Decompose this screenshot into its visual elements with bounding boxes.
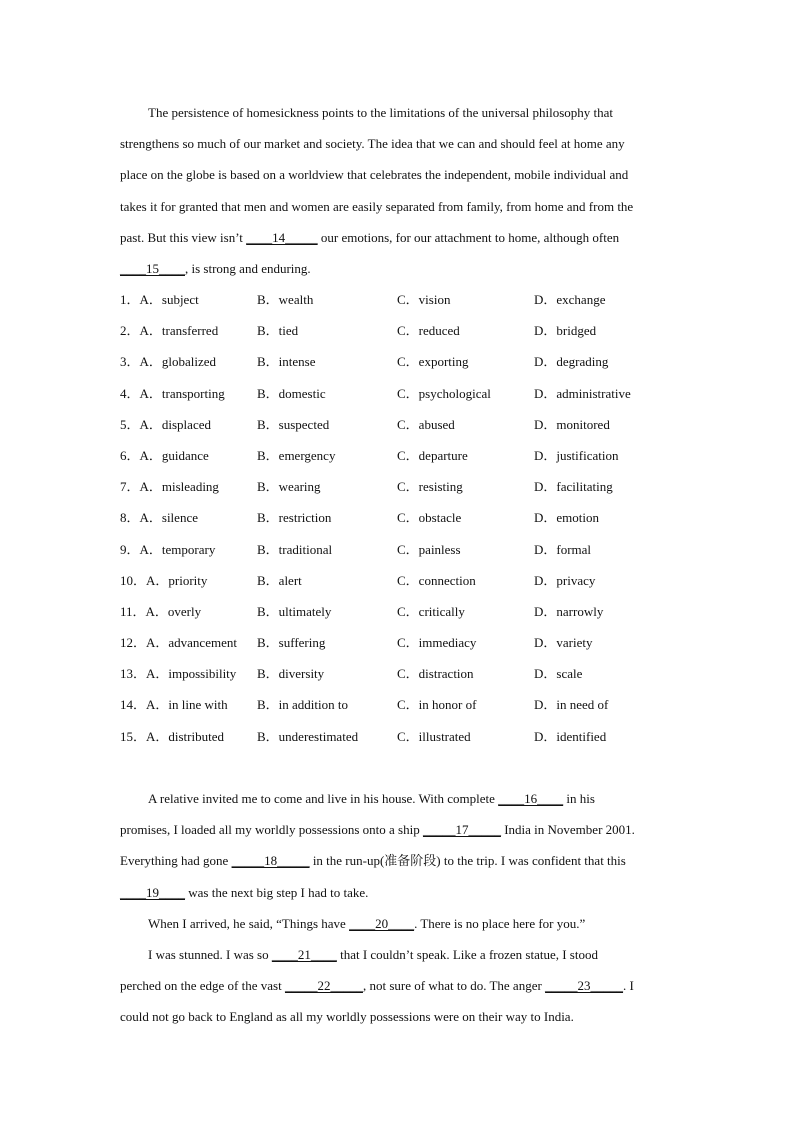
question-row — [120, 534, 680, 565]
answer-blank: ____15____ — [120, 260, 185, 276]
option-a-text: subject — [161, 292, 199, 307]
option-a — [120, 565, 207, 596]
passage-line — [120, 253, 680, 284]
option-d: D．privacy — [534, 572, 596, 588]
option-b: B．tied — [257, 323, 299, 339]
option-a-text: transporting — [161, 385, 225, 401]
passage-line — [120, 191, 680, 222]
option-b: B．in addition to — [257, 697, 349, 713]
passage-line — [120, 1001, 680, 1032]
option-a-text: misleading — [161, 479, 219, 495]
option-d: D．facilitating — [534, 479, 613, 495]
question-row — [120, 627, 680, 658]
answer-blank: _____23_____ — [545, 978, 624, 994]
option-c: C．reduced — [397, 323, 460, 339]
passage-text: , not sure of what to do. The anger — [362, 978, 546, 994]
option-d: D．emotion — [534, 510, 599, 526]
passage-text: was the next big step I had to take. — [185, 884, 369, 900]
option-b: B．wearing — [257, 479, 321, 495]
option-d: D．bridged — [534, 323, 597, 339]
passage-text: promises, I loaded all my worldly possessions onto a ship — [120, 822, 423, 838]
answer-blank: ____14_____ — [246, 229, 318, 245]
answer-blank: _____22_____ — [284, 978, 363, 994]
passage-line — [120, 877, 680, 908]
passage-text: I was stunned. I was so — [148, 946, 272, 962]
option-b: B．ultimately — [257, 603, 332, 619]
question-row — [120, 284, 680, 315]
question-row — [120, 502, 680, 533]
option-c: C．critically — [397, 603, 465, 619]
option-b: B．intense — [257, 354, 316, 370]
option-d: D．degrading — [534, 354, 609, 370]
option-a — [120, 721, 224, 752]
answer-blank: ____21____ — [271, 946, 337, 962]
option-a — [120, 471, 219, 502]
passage-one — [120, 97, 680, 284]
answer-blank: ____20____ — [349, 915, 415, 931]
question-row — [120, 471, 680, 502]
option-a — [120, 534, 215, 565]
passage-text: takes it for granted that men and women are easily separated from family, from home and from the — [120, 198, 634, 214]
option-d: D．narrowly — [534, 603, 604, 619]
option-a-text: temporary — [161, 541, 216, 557]
passage-text: , is strong and enduring. — [185, 260, 311, 276]
option-a — [120, 596, 201, 627]
question-row — [120, 658, 680, 689]
question-number: 13．A． — [120, 666, 169, 682]
question-row — [120, 346, 680, 377]
option-d: D．variety — [534, 635, 593, 651]
question-number: 3．A． — [120, 354, 162, 370]
question-row — [120, 440, 680, 471]
option-a — [120, 689, 228, 720]
option-a-text: silence — [161, 510, 198, 526]
passage-text: . There is no place here for you.” — [414, 915, 586, 931]
option-b: B．emergency — [257, 447, 336, 463]
option-a — [120, 440, 209, 471]
question-number: 2．A． — [120, 323, 162, 339]
option-c: C．vision — [397, 292, 451, 307]
passage-text: our emotions, for our attachment to home, although often — [317, 229, 620, 245]
passage-text: . I — [623, 978, 634, 994]
option-a — [120, 502, 198, 533]
option-d: D．justification — [534, 447, 619, 463]
question-number: 8．A． — [120, 510, 162, 526]
passage-line — [120, 845, 680, 876]
passage-line — [120, 939, 680, 970]
question-row — [120, 409, 680, 440]
option-c: C．abused — [397, 416, 455, 432]
option-b: B．suspected — [257, 416, 330, 432]
option-a — [120, 378, 225, 409]
option-d: D．in need of — [534, 697, 609, 713]
question-row — [120, 565, 680, 596]
passage-line — [120, 128, 680, 159]
passage-text: The persistence of homesickness points to the limitations of the universal philosophy that — [148, 105, 614, 120]
options-list — [120, 284, 680, 752]
option-b: B．wealth — [257, 292, 314, 307]
option-c: C．illustrated — [397, 728, 471, 744]
option-b: B．underestimated — [257, 728, 359, 744]
option-c: C．resisting — [397, 479, 463, 495]
option-b: B．diversity — [257, 666, 325, 682]
answer-blank: ____19____ — [120, 884, 185, 900]
passage-text: strengthens so much of our market and society. The idea that we can and should feel at home any — [120, 136, 625, 152]
option-a-text: impossibility — [168, 666, 237, 682]
passage-text: place on the globe is based on a worldview that celebrates the independent, mobile individual and — [120, 167, 629, 183]
option-c: C．exporting — [397, 354, 469, 370]
option-a-text: displaced — [161, 416, 211, 432]
question-number: 11．A． — [120, 603, 168, 619]
question-row — [120, 721, 680, 752]
passage-line — [120, 908, 680, 939]
question-number: 4．A． — [120, 385, 162, 401]
option-c: C．obstacle — [397, 510, 462, 526]
passage-line — [120, 97, 680, 128]
option-b: B．suffering — [257, 635, 326, 651]
passage-text: perched on the edge of the vast — [120, 978, 285, 994]
passage-text: in the run-up(准备阶段) to the trip. I was confident that this — [309, 853, 626, 869]
option-a — [120, 284, 199, 315]
option-c: C．distraction — [397, 666, 474, 682]
question-row — [120, 315, 680, 346]
passage-line — [120, 814, 680, 845]
passage-text: past. But this view isn’t — [120, 229, 247, 245]
answer-blank: ____16____ — [498, 791, 564, 806]
option-c: C．in honor of — [397, 697, 477, 713]
option-a — [120, 346, 216, 377]
question-number: 1．A． — [120, 292, 162, 307]
question-number: 7．A． — [120, 479, 162, 495]
option-a-text: in line with — [168, 697, 228, 713]
option-c: C．immediacy — [397, 635, 477, 651]
passage-text: When I arrived, he said, “Things have — [148, 915, 350, 931]
option-b: B．domestic — [257, 385, 326, 401]
option-b: B．restriction — [257, 510, 332, 526]
option-a — [120, 315, 218, 346]
passage-line — [120, 159, 680, 190]
option-a-text: transferred — [161, 323, 219, 339]
option-a-text: distributed — [168, 728, 224, 744]
option-a-text: guidance — [161, 447, 209, 463]
passage-line — [120, 222, 680, 253]
option-a-text: globalized — [161, 354, 217, 370]
answer-blank: _____18_____ — [231, 853, 310, 869]
passage-text: in his — [563, 791, 595, 806]
option-d: D．scale — [534, 666, 583, 682]
passage-line — [120, 970, 680, 1001]
passage-text: A relative invited me to come and live in his house. With complete — [148, 791, 499, 806]
option-c: C．departure — [397, 447, 468, 463]
passage-text: that I couldn’t speak. Like a frozen statue, I stood — [336, 946, 598, 962]
passage-text: India in November 2001. — [500, 822, 635, 838]
option-c: C．painless — [397, 541, 461, 557]
question-row — [120, 596, 680, 627]
question-number: 15．A． — [120, 728, 169, 744]
option-c: C．psychological — [397, 385, 491, 401]
option-a — [120, 409, 211, 440]
option-b: B．alert — [257, 572, 302, 588]
option-d: D．monitored — [534, 416, 610, 432]
question-number: 14．A． — [120, 697, 169, 713]
question-number: 5．A． — [120, 416, 162, 432]
passage-line — [120, 783, 680, 814]
passage-two — [120, 783, 680, 1033]
question-number: 9．A． — [120, 541, 162, 557]
option-a — [120, 627, 237, 658]
option-a — [120, 658, 236, 689]
question-row — [120, 378, 680, 409]
passage-text: Everything had gone — [120, 853, 232, 869]
option-d: D．exchange — [534, 292, 606, 307]
option-a-text: priority — [168, 572, 208, 588]
option-d: D．administrative — [534, 385, 631, 401]
question-number: 6．A． — [120, 447, 162, 463]
answer-blank: _____17_____ — [422, 822, 501, 838]
question-number: 12．A． — [120, 635, 169, 651]
option-d: D．identified — [534, 728, 607, 744]
option-b: B．traditional — [257, 541, 333, 557]
option-a-text: advancement — [168, 635, 237, 651]
question-number: 10．A． — [120, 572, 169, 588]
passage-text: could not go back to England as all my worldly possessions were on their way to India. — [120, 1009, 574, 1025]
option-a-text: overly — [167, 603, 202, 619]
question-row — [120, 689, 680, 720]
option-c: C．connection — [397, 572, 476, 588]
option-d: D．formal — [534, 541, 592, 557]
